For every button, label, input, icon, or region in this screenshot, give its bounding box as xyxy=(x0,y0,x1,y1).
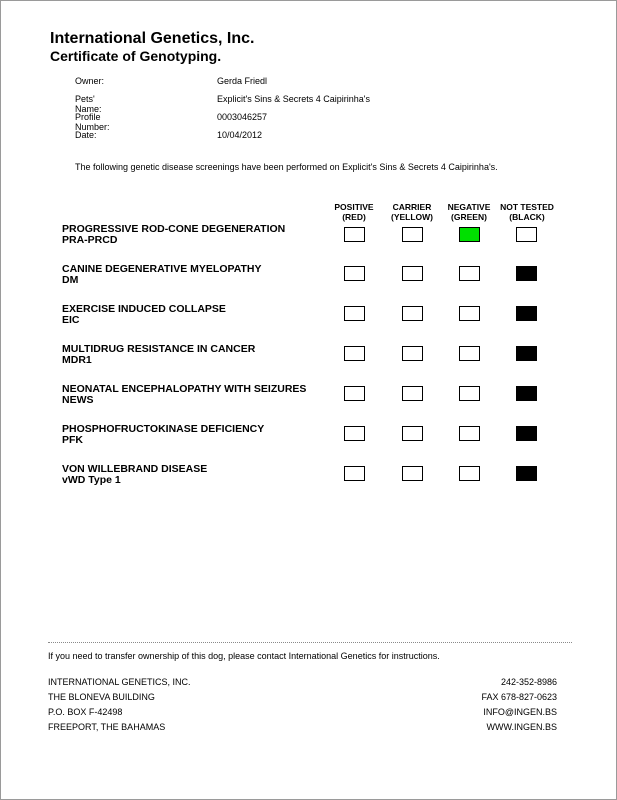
result-box xyxy=(344,466,365,481)
column-header-negative-title: NEGATIVE xyxy=(447,202,491,212)
result-box xyxy=(459,227,480,242)
result-box xyxy=(344,346,365,361)
company-address xyxy=(48,675,191,735)
result-box xyxy=(459,386,480,401)
result-box xyxy=(402,386,423,401)
certificate-header xyxy=(50,29,255,65)
column-header-not-tested xyxy=(492,202,562,222)
phone-number: 242-352-8986 xyxy=(500,677,557,687)
result-box xyxy=(459,466,480,481)
result-box xyxy=(516,346,537,361)
result-box xyxy=(459,426,480,441)
column-header-positive-color: (RED) xyxy=(342,212,366,222)
test-code: MDR1 xyxy=(62,353,92,366)
test-name: MULTIDRUG RESISTANCE IN CANCER xyxy=(62,343,256,355)
result-box xyxy=(516,426,537,441)
result-box xyxy=(516,386,537,401)
result-box xyxy=(344,266,365,281)
result-box xyxy=(344,386,365,401)
screening-intro: The following genetic disease screenings have been performed on Explicit's Sins & Secrets 4 Caipirinha's. xyxy=(75,162,498,172)
date-value: 10/04/2012 xyxy=(217,130,263,140)
result-box xyxy=(516,266,537,281)
address-line: INTERNATIONAL GENETICS, INC. xyxy=(48,677,191,687)
column-header-positive-title: POSITIVE xyxy=(334,202,374,212)
result-box xyxy=(516,466,537,481)
result-box xyxy=(459,266,480,281)
owner-value: Gerda Friedl xyxy=(217,76,268,86)
column-header-carrier-title: CARRIER xyxy=(392,202,432,212)
result-box xyxy=(344,227,365,242)
column-header-negative-color: (GREEN) xyxy=(451,212,487,222)
profile-number-value: 0003046257 xyxy=(217,112,268,122)
test-code: DM xyxy=(62,273,79,286)
pets-name-value: Explicit's Sins & Secrets 4 Caipirinha's xyxy=(217,94,370,104)
pets-name-label: Pets' Name: xyxy=(75,94,102,114)
date-label: Date: xyxy=(75,130,97,140)
test-code: vWD Type 1 xyxy=(62,473,121,486)
test-code: PRA-PRCD xyxy=(62,233,118,246)
owner-label: Owner: xyxy=(75,76,105,86)
column-header-not-tested-color: (BLACK) xyxy=(509,212,545,222)
test-row-label xyxy=(62,344,255,365)
test-name: PROGRESSIVE ROD-CONE DEGENERATION xyxy=(62,223,286,235)
test-name: NEONATAL ENCEPHALOPATHY WITH SEIZURES xyxy=(62,383,307,395)
result-box xyxy=(402,346,423,361)
result-box xyxy=(402,227,423,242)
test-row-label xyxy=(62,264,262,285)
email-address: INFO@INGEN.BS xyxy=(483,707,557,717)
test-row-label xyxy=(62,384,306,405)
column-header-carrier-color: (YELLOW) xyxy=(390,212,434,222)
test-code: NEWS xyxy=(62,393,94,406)
column-header-not-tested-title: NOT TESTED xyxy=(500,202,554,212)
address-line: P.O. BOX F-42498 xyxy=(48,707,123,717)
test-name: PHOSPHOFRUCTOKINASE DEFICIENCY xyxy=(62,423,265,435)
transfer-ownership-note: If you need to transfer ownership of this dog, please contact International Genetics for instructions. xyxy=(48,651,440,661)
certificate-title: Certificate of Genotyping. xyxy=(50,48,222,64)
result-box xyxy=(402,266,423,281)
test-row-label xyxy=(62,424,264,445)
company-name: International Genetics, Inc. xyxy=(50,30,255,47)
result-box xyxy=(516,227,537,242)
result-box xyxy=(402,466,423,481)
website-address: WWW.INGEN.BS xyxy=(486,722,557,732)
result-box xyxy=(402,426,423,441)
footer-divider xyxy=(48,642,572,643)
result-box xyxy=(459,346,480,361)
test-row-label xyxy=(62,464,207,485)
test-code: EIC xyxy=(62,313,80,326)
test-name: EXERCISE INDUCED COLLAPSE xyxy=(62,303,226,315)
address-line: FREEPORT, THE BAHAMAS xyxy=(48,722,166,732)
address-line: THE BLONEVA BUILDING xyxy=(48,692,155,702)
result-box xyxy=(459,306,480,321)
result-box xyxy=(516,306,537,321)
test-row-label xyxy=(62,304,226,325)
fax-number: FAX 678-827-0623 xyxy=(481,692,557,702)
test-row-label xyxy=(62,224,285,245)
result-box xyxy=(402,306,423,321)
test-code: PFK xyxy=(62,433,83,446)
test-name: CANINE DEGENERATIVE MYELOPATHY xyxy=(62,263,262,275)
profile-number-label: Profile Number: xyxy=(75,112,110,132)
result-box xyxy=(344,306,365,321)
result-box xyxy=(344,426,365,441)
company-contact xyxy=(481,675,557,735)
test-name: VON WILLEBRAND DISEASE xyxy=(62,463,208,475)
